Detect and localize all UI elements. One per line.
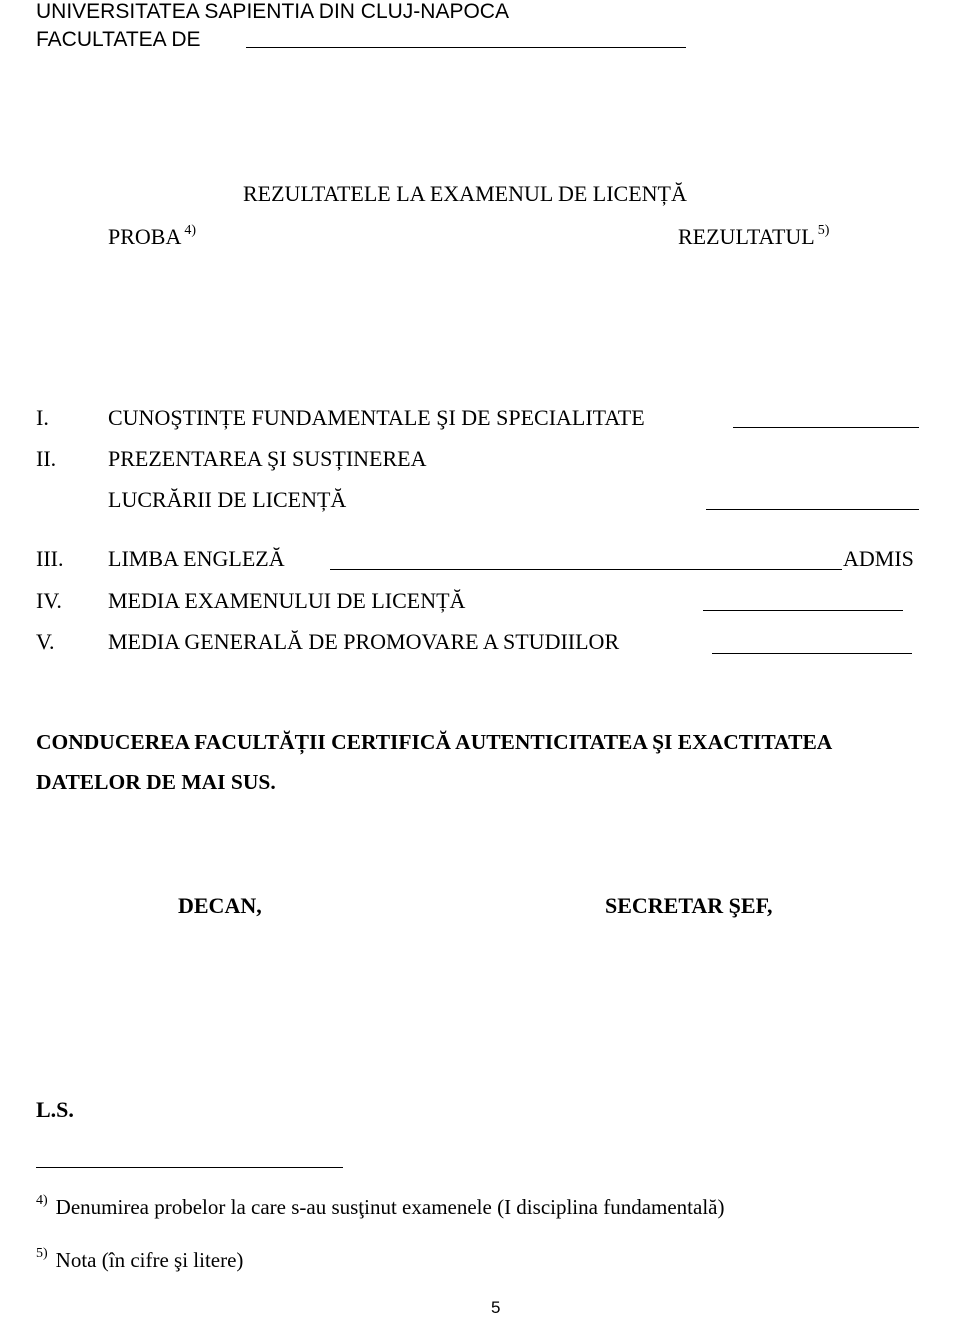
- faculty-label: FACULTATEA DE: [36, 28, 201, 51]
- row-5-label: MEDIA GENERALĂ DE PROMOVARE A STUDIILOR: [108, 629, 620, 654]
- certification-line-1: CONDUCEREA FACULTĂȚII CERTIFICĂ AUTENTICITATEA ŞI EXACTITATEA: [36, 730, 833, 754]
- seal-label: L.S.: [36, 1097, 74, 1122]
- footnote-4-text: Denumirea probelor la care s-au susţinut examenele (I disciplina fundamentală): [55, 1195, 725, 1219]
- row-3-label: LIMBA ENGLEZĂ: [108, 546, 285, 571]
- row-3-number: III.: [36, 546, 64, 571]
- certification-line-2: DATELOR DE MAI SUS.: [36, 770, 276, 794]
- page-number: 5: [491, 1298, 501, 1317]
- column-rezultatul: REZULTATUL $^{5)}$: [678, 223, 830, 249]
- row-2-label-continued: LUCRĂRII DE LICENȚĂ: [108, 487, 347, 512]
- row-3-result-line: [330, 569, 842, 570]
- secretary-signature-label: SECRETAR ŞEF,: [605, 893, 773, 918]
- results-title: REZULTATELE LA EXAMENUL DE LICENȚĂ: [243, 181, 687, 206]
- faculty-blank-line: [246, 47, 686, 48]
- row-4-number: IV.: [36, 588, 62, 613]
- row-4-result-line: [703, 610, 903, 611]
- row-5-number: V.: [36, 629, 55, 654]
- footnote-5-text: Nota (în cifre şi litere): [55, 1248, 244, 1272]
- footnote-4-mark: 4): [36, 1193, 48, 1208]
- row-4-label: MEDIA EXAMENULUI DE LICENȚĂ: [108, 588, 466, 613]
- footnote-5: [36, 1248, 243, 1273]
- footnote-4: [36, 1195, 724, 1220]
- column-proba: PROBA $^{4)}$: [108, 223, 197, 249]
- row-3-result: ADMIS: [843, 546, 914, 571]
- row-1-number: I.: [36, 405, 49, 430]
- row-5-result-line: [712, 653, 912, 654]
- row-1-result-line: [733, 427, 919, 428]
- row-2-number: II.: [36, 446, 57, 471]
- row-2-result-line: [706, 509, 919, 510]
- row-1-label: CUNOŞTINȚE FUNDAMENTALE ŞI DE SPECIALITATE: [108, 405, 645, 430]
- university-name: UNIVERSITATEA SAPIENTIA DIN CLUJ-NAPOCA: [36, 0, 509, 23]
- dean-signature-label: DECAN,: [178, 893, 262, 918]
- row-2-label: PREZENTAREA ŞI SUSȚINEREA: [108, 446, 427, 471]
- footnote-5-mark: 5): [36, 1246, 48, 1261]
- footnote-separator: [36, 1167, 343, 1168]
